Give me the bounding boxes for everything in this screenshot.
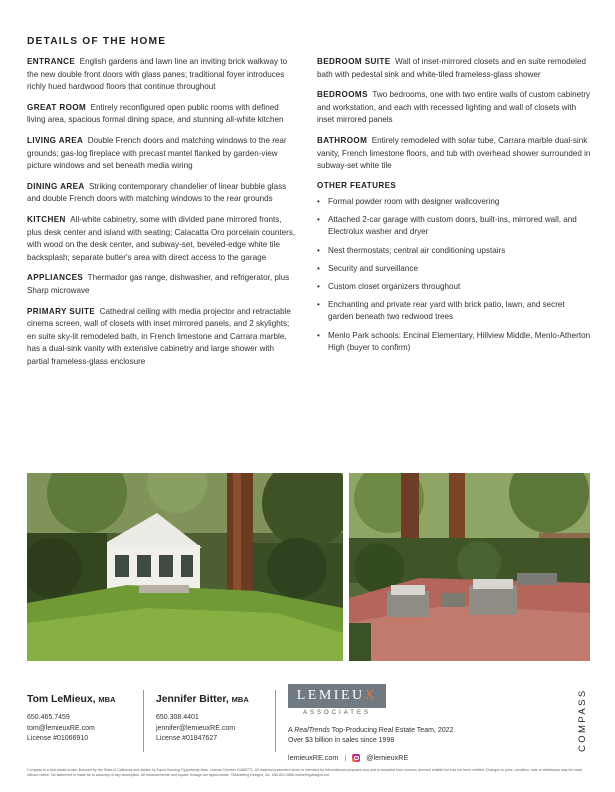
section-kitchen [27,214,297,264]
brand-links [288,753,528,762]
feature-text: Menlo Park schools: Encinal Elementary, Hillview Middle, Menlo-Atherton High (buyer to confirm) [328,330,591,353]
list-item: • Security and surveillance [317,263,418,273]
section-heading: BEDROOM SUITE [317,57,391,66]
section-primary-suite [27,306,297,369]
details-left-column [27,56,297,376]
section-living-area [27,135,297,173]
instagram-handle[interactable]: @lemieuxRE [366,753,409,762]
feature-text: Attached 2-car garage with custom doors, built-ins, mirrored wall, and Electrolux washer and dryer [328,214,577,237]
agent-divider [275,690,276,752]
feature-text: Enchanting and private rear yard with brick patio, lawn, and secret garden beneath two redwood trees [328,299,565,322]
section-text: Entirely reconfigured open public rooms with defined living area, spacious formal dining space, and stunning all-white kitchen [27,102,284,125]
agent-email[interactable]: jennifer@lemieuxRE.com [156,724,236,732]
lemieux-associates-logo: LEMIEUX ASSOCIATES [288,684,386,720]
section-appliances [27,272,297,297]
details-right-column [317,56,592,360]
list-item: • Formal powder room with designer wallcovering [317,196,500,206]
section-entrance [27,56,297,94]
other-features-list [317,196,592,355]
agent-phone[interactable]: 650.308.4401 [156,714,199,721]
section-bedroom-suite [317,56,592,81]
section-bathroom [317,135,592,173]
section-heading: KITCHEN [27,214,66,224]
rear-yard-lawn-photo [27,473,343,661]
agent-divider [143,690,144,752]
section-great-room [27,102,297,127]
instagram-icon [352,754,360,762]
agent-name: Jennifer Bitter, MBA [156,694,249,705]
agent-license: License #01847627 [156,735,218,743]
agent-credential: MBA [231,695,249,704]
section-text: Striking contemporary chandelier of linear bubble glass and double French doors with matching windows to the rear grounds [27,181,287,204]
section-text: All-white cabinetry, some with divided pane mirrored fronts, plus desk center and island with seating; Calacatta Oro porcelain counters, with wood on the desk center, and subway-set, beveled-edge white tile backsplash; separate butler's area with direct access to the garage [27,214,296,262]
agent-card-tom [27,694,116,745]
list-item: • Nest thermostats; central air conditioning upstairs [317,245,506,255]
section-text: Two bedrooms, one with two entire walls of custom cabinetry and workstation, and each with recessed lighting and wall of closets with inset mirrored panels [317,90,591,125]
section-text: Wall of inset-mirrored closets and en suite remodeled bath with pedestal sink and white-tiled frameless-glass shower [317,57,586,79]
list-item: • Enchanting and private rear yard with brick patio, lawn, and secret garden beneath two redwood trees [317,299,565,322]
section-heading: GREAT ROOM [27,102,87,112]
agent-phone[interactable]: 650.465.7459 [27,714,70,721]
list-item: • Menlo Park schools: Encinal Elementary, Hillview Middle, Menlo-Atherton High (buyer to confirm) [317,330,591,353]
feature-text: Formal powder room with designer wallcovering [328,196,500,206]
agent-email[interactable]: tom@lemieuxRE.com [27,724,95,732]
brick-patio-photo [349,473,590,661]
list-item: • Custom closet organizers throughout [317,281,461,291]
brand-tagline: A RealTrends Top-Producing Real Estate Team, 2022 Over $3 billion in sales since 1998 [288,727,454,744]
section-heading: BEDROOMS [317,90,368,100]
agent-license: License #01066910 [27,735,89,743]
feature-text: Custom closet organizers throughout [328,281,461,291]
feature-text: Security and surveillance [328,263,418,273]
compass-logo: COMPASS [577,688,588,752]
section-text: Double French doors and matching windows to the rear grounds; gas-log fireplace with precast mantel flanked by garden-view picture windows and set beneath media wiring [27,135,287,171]
agent-credential: MBA [98,695,116,704]
section-heading: ENTRANCE [27,57,76,66]
section-dining-area [27,181,297,206]
brand-block [288,684,528,762]
section-heading: LIVING AREA [27,135,84,145]
section-heading: APPLIANCES [27,273,84,283]
other-features-heading: OTHER FEATURES [317,180,397,190]
page-title: DETAILS OF THE HOME [27,36,167,47]
link-separator: | [344,753,347,762]
section-heading: PRIMARY SUITE [27,306,96,316]
section-heading: DINING AREA [27,181,85,191]
section-text: Thermador gas range, dishwasher, and refrigerator, plus Sharp microwave [27,273,290,295]
legal-disclaimer: Compass is a real estate broker licensed by the State of California and abides by Equal Housing Opportunity laws. License Number 01866771. All material presented herein is intended for informational purposes only and is compiled from sources deemed reliable but has not been verified. Changes in price, condition, sale or withdrawal may be made without notice. No statement is made as to accuracy of any description. All measurements and square footage are approximate. ©Marketing Designs, Inc. 650.802.0888 marketingdesigns.net [27,768,583,777]
agent-name: Tom LeMieux, MBA [27,694,116,705]
agent-card-jennifer [156,694,249,745]
section-text: Entirely remodeled with solar tube, Carrara marble dual-sink vanity, French limestone floors, and tub with overhead shower surrounded in subway-set white tile [317,135,591,171]
website-link[interactable]: lemieuxRE.com [288,753,339,762]
feature-text: Nest thermostats; central air conditioning upstairs [328,245,506,255]
section-heading: BATHROOM [317,135,368,145]
section-text: English gardens and lawn line an inviting brick walkway to the new double front doors with glass panes; traditional foyer introduces richly hued hardwood floors that continue throughout [27,57,288,92]
section-text: Cathedral ceiling with media projector and retractable cinema screen, wall of closets with inset mirrored panels, and 2 skylights; en suite sky-lit remodeled bath, in French limestone and Carrara marble, has a dual-sink vanity with extensive cabinetry and large shower with partial frameless-glass enclosure [27,306,291,366]
section-bedrooms [317,89,592,127]
list-item: • Attached 2-car garage with custom doors, built-ins, mirrored wall, and Electrolux washer and dryer [317,214,577,237]
